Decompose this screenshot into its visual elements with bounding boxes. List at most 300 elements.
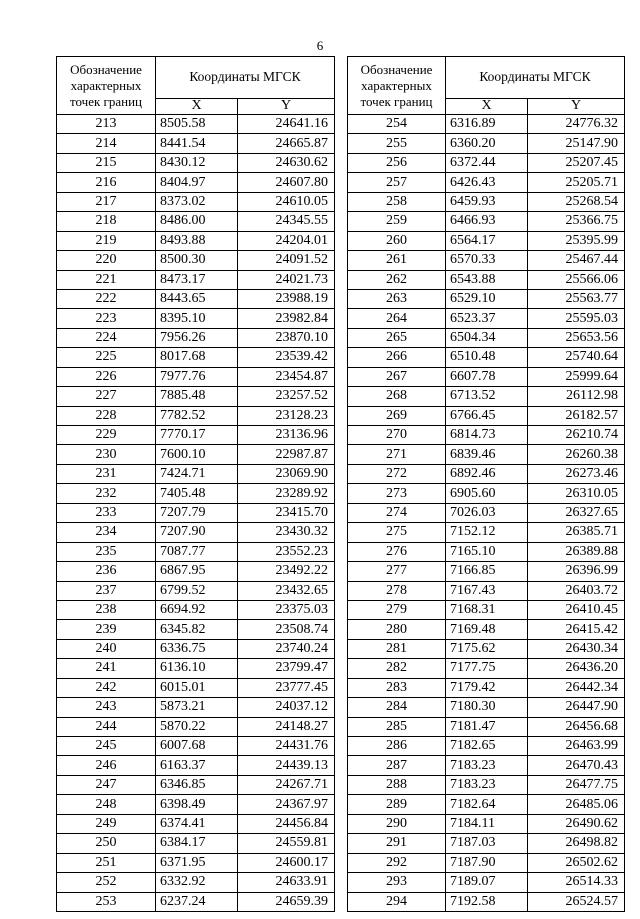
x-coordinate: 6466.93 (446, 212, 528, 231)
y-coordinate: 23539.42 (238, 348, 335, 367)
point-number: 258 (348, 192, 446, 211)
point-number: 238 (57, 600, 156, 619)
table-row (57, 503, 335, 522)
coordinates-table-left (56, 56, 335, 912)
y-coordinate: 26502.62 (528, 853, 625, 872)
table-row (348, 212, 625, 231)
table-row (57, 309, 335, 328)
x-coordinate: 7405.48 (156, 484, 238, 503)
table-row (57, 892, 335, 911)
table-row (57, 153, 335, 172)
y-coordinate: 24345.55 (238, 212, 335, 231)
y-coordinate: 25147.90 (528, 134, 625, 153)
y-coordinate: 24456.84 (238, 814, 335, 833)
x-coordinate: 6867.95 (156, 562, 238, 581)
point-number: 219 (57, 231, 156, 250)
x-coordinate: 7192.58 (446, 892, 528, 911)
point-number: 251 (57, 853, 156, 872)
y-coordinate: 23982.84 (238, 309, 335, 328)
table-row (57, 600, 335, 619)
y-coordinate: 26498.82 (528, 834, 625, 853)
table-row (348, 756, 625, 775)
point-number: 217 (57, 192, 156, 211)
table-row (348, 426, 625, 445)
y-coordinate: 24367.97 (238, 795, 335, 814)
table-row (57, 464, 335, 483)
point-number: 285 (348, 717, 446, 736)
point-number: 243 (57, 698, 156, 717)
point-number: 254 (348, 115, 446, 134)
point-number: 248 (57, 795, 156, 814)
table-row (57, 367, 335, 386)
table-row (348, 406, 625, 425)
point-number: 237 (57, 581, 156, 600)
table-row (348, 581, 625, 600)
x-coordinate: 6814.73 (446, 426, 528, 445)
x-coordinate: 6839.46 (446, 445, 528, 464)
x-coordinate: 7782.52 (156, 406, 238, 425)
point-number: 271 (348, 445, 446, 464)
x-coordinate: 7166.85 (446, 562, 528, 581)
y-coordinate: 25653.56 (528, 328, 625, 347)
y-coordinate: 25207.45 (528, 153, 625, 172)
x-coordinate: 8486.00 (156, 212, 238, 231)
y-coordinate: 25395.99 (528, 231, 625, 250)
table-row (348, 698, 625, 717)
x-coordinate: 7168.31 (446, 600, 528, 619)
point-number: 283 (348, 678, 446, 697)
point-number: 292 (348, 853, 446, 872)
table-row (348, 173, 625, 192)
point-number: 246 (57, 756, 156, 775)
x-coordinate: 6766.45 (446, 406, 528, 425)
x-coordinate: 6523.37 (446, 309, 528, 328)
x-coordinate: 7152.12 (446, 523, 528, 542)
y-coordinate: 26490.62 (528, 814, 625, 833)
point-number: 269 (348, 406, 446, 425)
table-row (348, 775, 625, 794)
x-coordinate: 6371.95 (156, 853, 238, 872)
point-number: 279 (348, 600, 446, 619)
table-row (348, 873, 625, 892)
y-coordinate: 26430.34 (528, 639, 625, 658)
x-coordinate: 7175.62 (446, 639, 528, 658)
point-number: 266 (348, 348, 446, 367)
x-coordinate: 7182.64 (446, 795, 528, 814)
x-coordinate: 7167.43 (446, 581, 528, 600)
y-coordinate: 26396.99 (528, 562, 625, 581)
y-coordinate: 24665.87 (238, 134, 335, 153)
y-coordinate: 26456.68 (528, 717, 625, 736)
y-coordinate: 23552.23 (238, 542, 335, 561)
point-number: 232 (57, 484, 156, 503)
table-row (57, 795, 335, 814)
point-number: 274 (348, 503, 446, 522)
table-row (348, 367, 625, 386)
point-number: 282 (348, 659, 446, 678)
y-coordinate: 26210.74 (528, 426, 625, 445)
point-number: 245 (57, 737, 156, 756)
table-row (348, 737, 625, 756)
point-number: 236 (57, 562, 156, 581)
x-coordinate: 5870.22 (156, 717, 238, 736)
x-coordinate: 8017.68 (156, 348, 238, 367)
coordinates-table-right (347, 56, 625, 912)
y-coordinate: 26463.99 (528, 737, 625, 756)
table-row (348, 814, 625, 833)
y-coordinate: 23136.96 (238, 426, 335, 445)
table-row (348, 795, 625, 814)
y-coordinate: 24091.52 (238, 251, 335, 270)
table-row (57, 406, 335, 425)
y-coordinate: 26436.20 (528, 659, 625, 678)
table-row (348, 153, 625, 172)
header-x: X (156, 98, 238, 114)
point-number: 281 (348, 639, 446, 658)
table-row (57, 717, 335, 736)
table-row (57, 562, 335, 581)
y-coordinate: 26410.45 (528, 600, 625, 619)
table-row (57, 698, 335, 717)
x-coordinate: 8373.02 (156, 192, 238, 211)
y-coordinate: 24559.81 (238, 834, 335, 853)
y-coordinate: 26310.05 (528, 484, 625, 503)
x-coordinate: 6360.20 (446, 134, 528, 153)
x-coordinate: 7087.77 (156, 542, 238, 561)
point-number: 221 (57, 270, 156, 289)
table-row (348, 853, 625, 872)
table-row (348, 115, 625, 134)
y-coordinate: 26327.65 (528, 503, 625, 522)
table-row (348, 309, 625, 328)
table-row (348, 678, 625, 697)
x-coordinate: 7179.42 (446, 678, 528, 697)
x-coordinate: 7600.10 (156, 445, 238, 464)
x-coordinate: 7424.71 (156, 464, 238, 483)
point-number: 222 (57, 289, 156, 308)
header-y: Y (238, 98, 335, 114)
y-coordinate: 23454.87 (238, 367, 335, 386)
table-row (57, 231, 335, 250)
table-row (57, 387, 335, 406)
y-coordinate: 26182.57 (528, 406, 625, 425)
x-coordinate: 7182.65 (446, 737, 528, 756)
x-coordinate: 7180.30 (446, 698, 528, 717)
y-coordinate: 23289.92 (238, 484, 335, 503)
x-coordinate: 6694.92 (156, 600, 238, 619)
y-coordinate: 26470.43 (528, 756, 625, 775)
y-coordinate: 24659.39 (238, 892, 335, 911)
point-number: 291 (348, 834, 446, 853)
y-coordinate: 24204.01 (238, 231, 335, 250)
point-number: 247 (57, 775, 156, 794)
x-coordinate: 6316.89 (446, 115, 528, 134)
x-coordinate: 6510.48 (446, 348, 528, 367)
point-number: 256 (348, 153, 446, 172)
y-coordinate: 24439.13 (238, 756, 335, 775)
table-row (348, 348, 625, 367)
table-row (348, 542, 625, 561)
x-coordinate: 7183.23 (446, 775, 528, 794)
x-coordinate: 8493.88 (156, 231, 238, 250)
header-point-designation: Обозначение характерных точек границ (348, 57, 446, 115)
table-row (57, 620, 335, 639)
x-coordinate: 6459.93 (446, 192, 528, 211)
point-number: 270 (348, 426, 446, 445)
x-coordinate: 7770.17 (156, 426, 238, 445)
header-coordinates: Координаты МГСК (446, 57, 625, 99)
x-coordinate: 6892.46 (446, 464, 528, 483)
y-coordinate: 23988.19 (238, 289, 335, 308)
table-row (348, 600, 625, 619)
table-row (348, 464, 625, 483)
point-number: 294 (348, 892, 446, 911)
table-row (57, 212, 335, 231)
point-number: 229 (57, 426, 156, 445)
y-coordinate: 25595.03 (528, 309, 625, 328)
y-coordinate: 25740.64 (528, 348, 625, 367)
x-coordinate: 6372.44 (446, 153, 528, 172)
x-coordinate: 7207.79 (156, 503, 238, 522)
x-coordinate: 8500.30 (156, 251, 238, 270)
point-number: 235 (57, 542, 156, 561)
y-coordinate: 25268.54 (528, 192, 625, 211)
point-number: 265 (348, 328, 446, 347)
coordinates-body-left (57, 115, 335, 912)
x-coordinate: 6529.10 (446, 289, 528, 308)
table-row (348, 834, 625, 853)
coordinates-body-right (348, 115, 625, 912)
y-coordinate: 24610.05 (238, 192, 335, 211)
point-number: 288 (348, 775, 446, 794)
x-coordinate: 6332.92 (156, 873, 238, 892)
y-coordinate: 24267.71 (238, 775, 335, 794)
y-coordinate: 23740.24 (238, 639, 335, 658)
point-number: 286 (348, 737, 446, 756)
x-coordinate: 7187.03 (446, 834, 528, 853)
y-coordinate: 26403.72 (528, 581, 625, 600)
point-number: 263 (348, 289, 446, 308)
table-row (348, 892, 625, 911)
point-number: 287 (348, 756, 446, 775)
y-coordinate: 26415.42 (528, 620, 625, 639)
y-coordinate: 25467.44 (528, 251, 625, 270)
y-coordinate: 26485.06 (528, 795, 625, 814)
point-number: 215 (57, 153, 156, 172)
table-row (348, 523, 625, 542)
table-row (348, 503, 625, 522)
table-row (57, 678, 335, 697)
point-number: 257 (348, 173, 446, 192)
x-coordinate: 7885.48 (156, 387, 238, 406)
table-row (57, 639, 335, 658)
y-coordinate: 23508.74 (238, 620, 335, 639)
table-row (57, 775, 335, 794)
y-coordinate: 26477.75 (528, 775, 625, 794)
x-coordinate: 6426.43 (446, 173, 528, 192)
table-row (57, 484, 335, 503)
y-coordinate: 23415.70 (238, 503, 335, 522)
x-coordinate: 7165.10 (446, 542, 528, 561)
y-coordinate: 25563.77 (528, 289, 625, 308)
table-row (57, 581, 335, 600)
x-coordinate: 6374.41 (156, 814, 238, 833)
table-row (57, 192, 335, 211)
x-coordinate: 8395.10 (156, 309, 238, 328)
y-coordinate: 26514.33 (528, 873, 625, 892)
point-number: 230 (57, 445, 156, 464)
point-number: 284 (348, 698, 446, 717)
point-number: 260 (348, 231, 446, 250)
table-row (57, 445, 335, 464)
point-number: 242 (57, 678, 156, 697)
y-coordinate: 24776.32 (528, 115, 625, 134)
table-row (57, 834, 335, 853)
point-number: 253 (57, 892, 156, 911)
point-number: 233 (57, 503, 156, 522)
table-row (57, 853, 335, 872)
table-row (348, 134, 625, 153)
x-coordinate: 5873.21 (156, 698, 238, 717)
x-coordinate: 7956.26 (156, 328, 238, 347)
point-number: 225 (57, 348, 156, 367)
x-coordinate: 7207.90 (156, 523, 238, 542)
table-row (57, 173, 335, 192)
y-coordinate: 23870.10 (238, 328, 335, 347)
point-number: 241 (57, 659, 156, 678)
point-number: 223 (57, 309, 156, 328)
point-number: 244 (57, 717, 156, 736)
x-coordinate: 7177.75 (446, 659, 528, 678)
point-number: 293 (348, 873, 446, 892)
point-number: 277 (348, 562, 446, 581)
x-coordinate: 7977.76 (156, 367, 238, 386)
y-coordinate: 25205.71 (528, 173, 625, 192)
table-row (348, 562, 625, 581)
point-number: 239 (57, 620, 156, 639)
x-coordinate: 6384.17 (156, 834, 238, 853)
table-row (57, 814, 335, 833)
header-x: X (446, 98, 528, 114)
point-number: 280 (348, 620, 446, 639)
y-coordinate: 23492.22 (238, 562, 335, 581)
point-number: 289 (348, 795, 446, 814)
point-number: 240 (57, 639, 156, 658)
table-row (348, 231, 625, 250)
x-coordinate: 6336.75 (156, 639, 238, 658)
y-coordinate: 23432.65 (238, 581, 335, 600)
point-number: 278 (348, 581, 446, 600)
y-coordinate: 24600.17 (238, 853, 335, 872)
table-row (348, 659, 625, 678)
point-number: 264 (348, 309, 446, 328)
y-coordinate: 22987.87 (238, 445, 335, 464)
point-number: 220 (57, 251, 156, 270)
x-coordinate: 8404.97 (156, 173, 238, 192)
y-coordinate: 24607.80 (238, 173, 335, 192)
y-coordinate: 25566.06 (528, 270, 625, 289)
x-coordinate: 6564.17 (446, 231, 528, 250)
table-row (57, 756, 335, 775)
table-row (57, 426, 335, 445)
table-row (57, 328, 335, 347)
table-row (57, 115, 335, 134)
point-number: 262 (348, 270, 446, 289)
x-coordinate: 6607.78 (446, 367, 528, 386)
table-row (57, 289, 335, 308)
table-row (57, 873, 335, 892)
point-number: 234 (57, 523, 156, 542)
x-coordinate: 8473.17 (156, 270, 238, 289)
y-coordinate: 25999.64 (528, 367, 625, 386)
x-coordinate: 6799.52 (156, 581, 238, 600)
point-number: 213 (57, 115, 156, 134)
header-y: Y (528, 98, 625, 114)
y-coordinate: 24641.16 (238, 115, 335, 134)
point-number: 226 (57, 367, 156, 386)
x-coordinate: 6570.33 (446, 251, 528, 270)
table-row (348, 251, 625, 270)
point-number: 231 (57, 464, 156, 483)
x-coordinate: 7183.23 (446, 756, 528, 775)
table-row (57, 251, 335, 270)
point-number: 259 (348, 212, 446, 231)
point-number: 224 (57, 328, 156, 347)
x-coordinate: 7184.11 (446, 814, 528, 833)
x-coordinate: 8441.54 (156, 134, 238, 153)
table-row (348, 639, 625, 658)
point-number: 216 (57, 173, 156, 192)
x-coordinate: 7026.03 (446, 503, 528, 522)
x-coordinate: 6237.24 (156, 892, 238, 911)
x-coordinate: 6163.37 (156, 756, 238, 775)
table-row (57, 737, 335, 756)
table-row (348, 270, 625, 289)
y-coordinate: 23777.45 (238, 678, 335, 697)
y-coordinate: 23430.32 (238, 523, 335, 542)
point-number: 214 (57, 134, 156, 153)
point-number: 250 (57, 834, 156, 853)
x-coordinate: 6905.60 (446, 484, 528, 503)
x-coordinate: 6504.34 (446, 328, 528, 347)
y-coordinate: 26442.34 (528, 678, 625, 697)
x-coordinate: 6007.68 (156, 737, 238, 756)
point-number: 255 (348, 134, 446, 153)
table-row (57, 542, 335, 561)
table-row (348, 289, 625, 308)
table-row (348, 717, 625, 736)
point-number: 227 (57, 387, 156, 406)
y-coordinate: 23799.47 (238, 659, 335, 678)
table-row (57, 134, 335, 153)
table-row (57, 348, 335, 367)
point-number: 273 (348, 484, 446, 503)
x-coordinate: 7189.07 (446, 873, 528, 892)
x-coordinate: 6713.52 (446, 387, 528, 406)
x-coordinate: 7187.90 (446, 853, 528, 872)
y-coordinate: 24037.12 (238, 698, 335, 717)
table-row (348, 484, 625, 503)
x-coordinate: 6398.49 (156, 795, 238, 814)
y-coordinate: 26112.98 (528, 387, 625, 406)
table-row (348, 445, 625, 464)
y-coordinate: 26389.88 (528, 542, 625, 561)
y-coordinate: 24431.76 (238, 737, 335, 756)
y-coordinate: 25366.75 (528, 212, 625, 231)
point-number: 267 (348, 367, 446, 386)
point-number: 261 (348, 251, 446, 270)
point-number: 218 (57, 212, 156, 231)
